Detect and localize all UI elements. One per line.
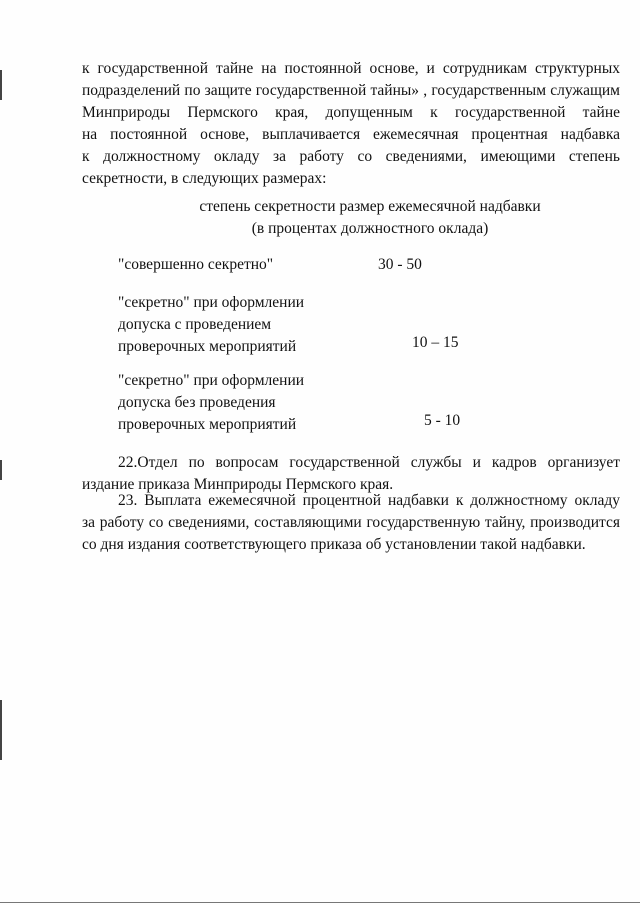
secrecy-level-line: допуска без проведения: [118, 394, 276, 411]
paragraph-line: 22.Отдел по вопросам государственной службы и кадров организует: [118, 454, 620, 471]
secrecy-level-line: "секретно" при оформлении: [118, 372, 305, 389]
allowance-range: 30 - 50: [378, 256, 422, 273]
intro-line: на постоянной основе, выплачивается ежемесячная процентная надбавка: [82, 126, 620, 143]
secrecy-level-label: [118, 292, 358, 358]
allowance-range: 10 – 15: [412, 334, 459, 351]
paragraph-line: за работу со сведениями, составляющими государственную тайну, производится: [82, 514, 620, 531]
allowance-table-header: [180, 196, 560, 240]
scan-mark: [0, 70, 2, 100]
table-header-line: (в процентах должностного оклада): [251, 220, 489, 237]
secrecy-level-line: проверочных мероприятий: [118, 338, 297, 355]
intro-line: подразделений по защите государственной тайны» , государственным служащим: [82, 82, 620, 99]
paragraph-line: 23. Выплата ежемесячной процентной надбавки к должностному окладу: [118, 492, 620, 509]
paragraph-line: со дня издания соответствующего приказа об установлении такой надбавки.: [82, 536, 586, 553]
scan-mark: [0, 460, 2, 480]
intro-line: секретности, в следующих размерах:: [82, 170, 327, 187]
secrecy-level-line: "совершенно секретно": [118, 256, 274, 273]
intro-line: Минприроды Пермского края, допущенным к государственной тайне: [82, 104, 620, 121]
intro-paragraph: [82, 58, 620, 190]
secrecy-level-label: [118, 370, 358, 436]
allowance-range: 5 - 10: [424, 412, 461, 429]
scan-bottom-edge: [0, 902, 640, 903]
paragraph-23: [82, 490, 620, 556]
intro-line: к должностному окладу за работу со сведениями, имеющими степень: [82, 148, 620, 165]
table-header-line: степень секретности размер ежемесячной надбавки: [199, 198, 541, 215]
scan-edge-marks: [0, 0, 3, 905]
secrecy-level-label: [118, 254, 358, 276]
paragraph-line: издание приказа Минприроды Пермского края.: [82, 476, 394, 493]
secrecy-level-line: "секретно" при оформлении: [118, 294, 305, 311]
secrecy-level-line: допуска с проведением: [118, 316, 272, 333]
scan-mark: [0, 700, 2, 760]
secrecy-level-line: проверочных мероприятий: [118, 416, 297, 433]
intro-line: к государственной тайне на постоянной основе, и сотрудникам структурных: [82, 60, 620, 77]
